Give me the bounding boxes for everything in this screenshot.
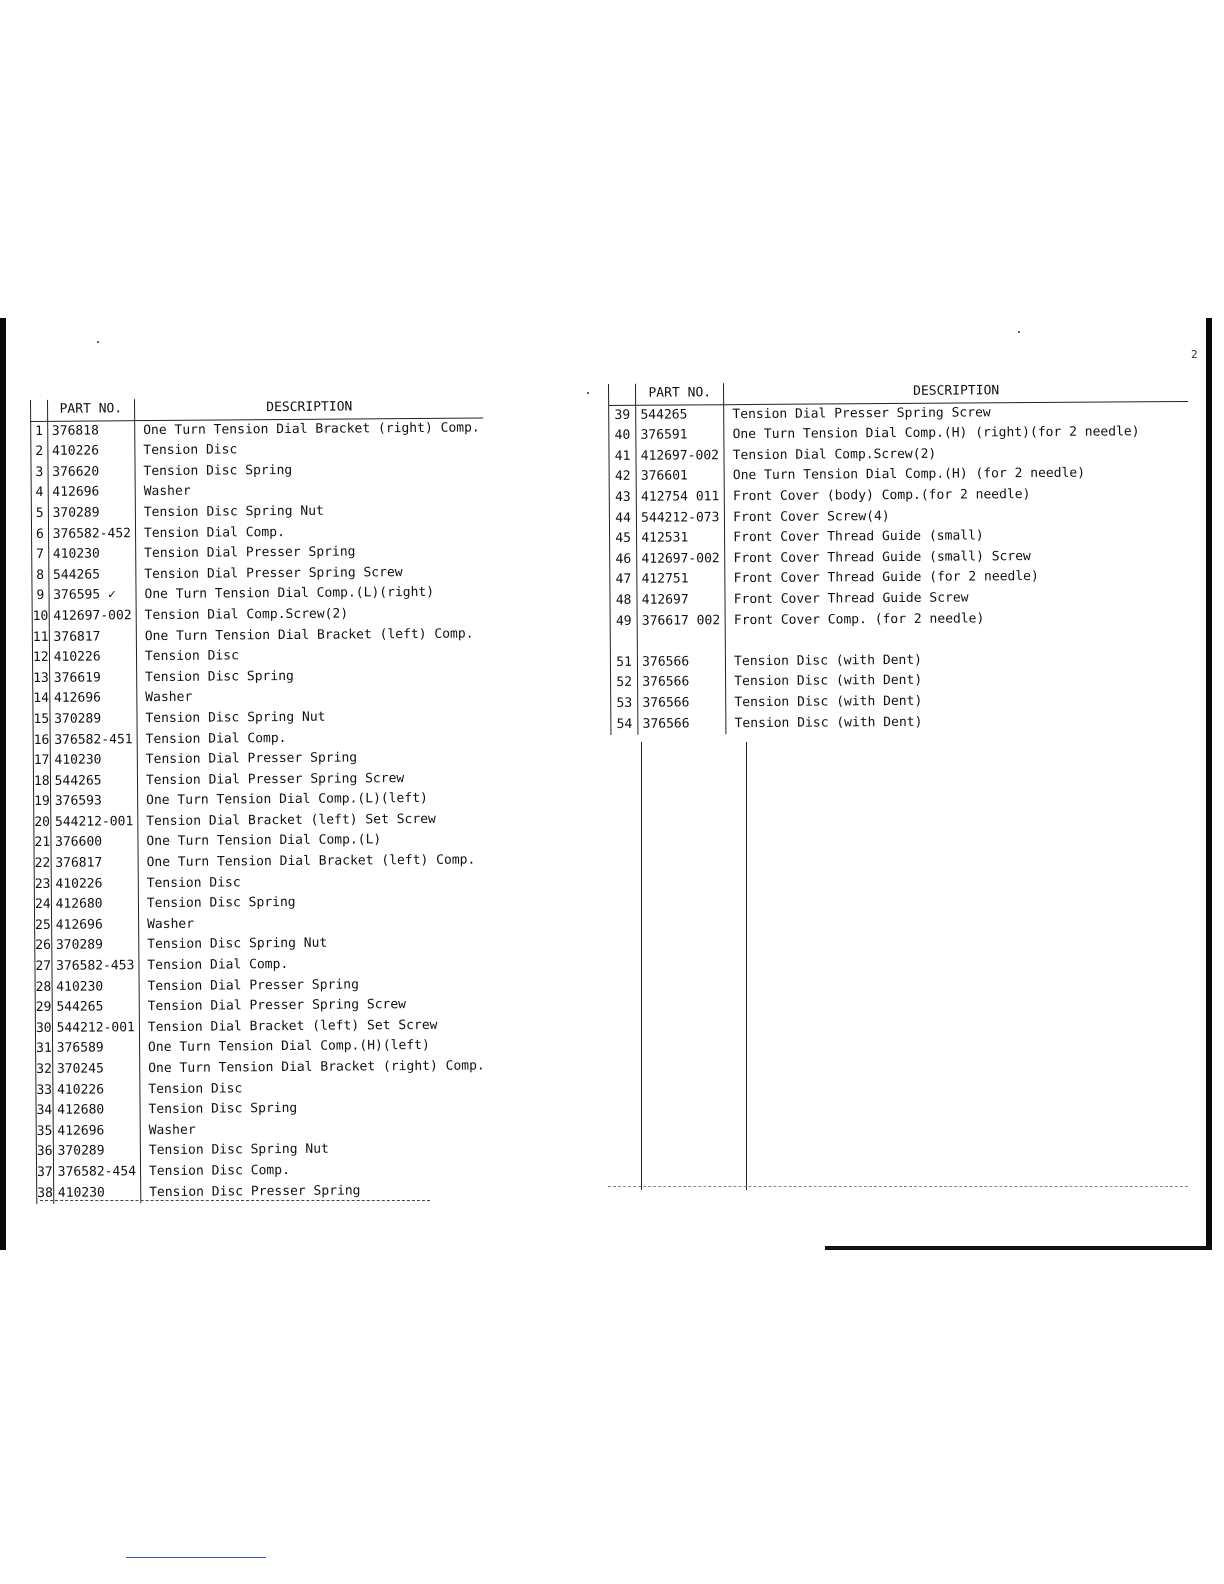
part-number: 376566 xyxy=(638,714,726,735)
no-header xyxy=(609,384,636,405)
part-number: 376589 xyxy=(52,1039,139,1060)
item-number: 18 xyxy=(33,772,50,793)
part-description: Front Cover Screw(4) xyxy=(733,508,890,525)
part-description: Tension Disc Spring xyxy=(146,895,296,912)
part-number: 376600 xyxy=(51,833,138,854)
item-number: 6 xyxy=(31,524,48,545)
item-number: 42 xyxy=(609,467,636,488)
table-row xyxy=(34,850,487,874)
part-description: Tension Disc Spring xyxy=(143,462,293,479)
table-row xyxy=(609,422,1189,447)
item-number: 48 xyxy=(610,591,637,612)
table-row xyxy=(31,418,484,443)
item-number: 15 xyxy=(33,710,50,731)
item-number: 41 xyxy=(609,447,636,468)
part-number: 376582-451 xyxy=(50,730,137,751)
part-description: Tension Disc xyxy=(144,648,239,665)
part-description: Tension Dial Presser Spring xyxy=(145,750,358,768)
table-row xyxy=(36,1056,489,1080)
item-number: 35 xyxy=(36,1122,53,1143)
part-description: Tension Dial Comp. xyxy=(147,957,289,974)
part-number: 412696 xyxy=(51,915,138,936)
item-number: 12 xyxy=(32,648,49,669)
item-number: 24 xyxy=(34,895,51,916)
part-number xyxy=(637,631,725,652)
part-description: Washer xyxy=(145,690,193,706)
part-number: 544265 xyxy=(52,997,139,1018)
item-number: 53 xyxy=(611,694,638,715)
part-description: Tension Dial Comp. xyxy=(145,730,287,747)
item-number: 32 xyxy=(36,1060,53,1081)
part-number: 412697-002 xyxy=(636,446,724,467)
item-number: 52 xyxy=(611,673,638,694)
item-number: 38 xyxy=(37,1183,54,1204)
table-row xyxy=(34,809,487,833)
item-number: 19 xyxy=(34,792,51,813)
item-number: 29 xyxy=(35,998,52,1019)
item-number: 27 xyxy=(35,957,52,978)
item-number: 20 xyxy=(34,813,51,834)
part-description: Tension Disc Spring Nut xyxy=(148,1142,329,1159)
part-description: Tension Disc Spring Nut xyxy=(145,709,326,727)
item-number: 45 xyxy=(610,529,637,550)
part-description: Tension Dial Bracket (left) Set Screw xyxy=(147,1017,438,1035)
item-number: 13 xyxy=(33,669,50,690)
speck xyxy=(587,392,589,394)
part-description: Front Cover (body) Comp.(for 2 needle) xyxy=(732,487,1031,505)
part-description: Tension Dial Bracket (left) Set Screw xyxy=(146,811,436,829)
item-number: 43 xyxy=(609,488,636,509)
item-number: 36 xyxy=(36,1142,53,1163)
part-number: 544212-001 xyxy=(52,1018,139,1039)
part-description: Tension Dial Comp. xyxy=(143,524,285,541)
part-description: Front Cover Thread Guide (small) Screw xyxy=(733,548,1031,566)
item-number: 9 xyxy=(32,586,49,607)
item-number: 21 xyxy=(34,833,51,854)
part-number: 376582-454 xyxy=(53,1162,140,1183)
part-number: 412754 011 xyxy=(636,487,724,508)
corner-mark: 2 xyxy=(1191,348,1198,361)
part-description: One Turn Tension Dial Comp.(L)(right) xyxy=(144,585,435,603)
part-number: 376566 xyxy=(638,672,726,693)
part-description: Tension Disc (with Dent) xyxy=(734,673,923,690)
description-header: DESCRIPTION xyxy=(134,396,483,420)
part-description: One Turn Tension Dial Comp.(L) xyxy=(146,832,382,850)
part-number: 410230 xyxy=(53,1183,140,1204)
part-description: Washer xyxy=(148,1122,196,1138)
part-number: 376591 xyxy=(636,425,724,446)
part-number: 412697-002 xyxy=(49,606,136,627)
part-no-header: PART NO. xyxy=(47,399,134,421)
part-description: One Turn Tension Dial Comp.(H) (for 2 needle) xyxy=(732,466,1086,484)
column-rules xyxy=(641,742,747,1190)
speck xyxy=(97,341,99,343)
part-number: 376601 xyxy=(636,467,724,488)
part-description: Tension Dial Presser Spring Screw xyxy=(147,997,407,1015)
part-number: 370289 xyxy=(53,1142,140,1163)
part-description: Washer xyxy=(143,484,191,500)
part-number: 410230 xyxy=(48,544,135,565)
table-row xyxy=(32,583,485,607)
part-number: 376818 xyxy=(47,420,134,442)
item-number xyxy=(610,632,637,653)
part-description: One Turn Tension Dial Comp.(H) (right)(for 2 needle) xyxy=(732,424,1140,443)
part-number: 410230 xyxy=(50,750,137,771)
part-number: 412697-002 xyxy=(637,549,725,570)
item-number: 30 xyxy=(35,1019,52,1040)
part-description: One Turn Tension Dial Bracket (left) Comp. xyxy=(146,852,476,871)
part-number: 370289 xyxy=(50,709,137,730)
item-number: 14 xyxy=(33,689,50,710)
part-number: 376817 xyxy=(49,627,136,648)
part-number: 544265 xyxy=(636,404,724,426)
item-number: 51 xyxy=(610,653,637,674)
part-description: One Turn Tension Dial Comp.(H)(left) xyxy=(147,1038,430,1056)
part-number: 410226 xyxy=(51,874,138,895)
item-number: 49 xyxy=(610,611,637,632)
part-number: 376617 002 xyxy=(637,611,725,632)
item-number: 4 xyxy=(31,483,48,504)
part-description: Tension Disc Presser Spring xyxy=(149,1182,361,1200)
part-number: 412531 xyxy=(637,528,725,549)
table-body xyxy=(31,418,490,1205)
part-description: Tension Dial Presser Spring xyxy=(144,544,356,562)
part-number: 370289 xyxy=(51,936,138,957)
part-description: Front Cover Thread Guide Screw xyxy=(733,590,969,608)
part-description: Tension Disc Comp. xyxy=(148,1162,290,1180)
part-description: Tension Disc Spring Nut xyxy=(143,503,324,521)
scan-border-right xyxy=(1206,318,1212,1248)
part-number: 412696 xyxy=(49,688,136,709)
part-number: 376817 xyxy=(51,853,138,874)
item-number: 54 xyxy=(611,714,638,735)
part-number: 376620 xyxy=(48,462,135,483)
part-description: Tension Disc Spring xyxy=(145,668,294,685)
parts-table-right xyxy=(608,380,1190,735)
table-row xyxy=(611,710,1191,735)
part-number: 410226 xyxy=(47,441,134,462)
item-number: 8 xyxy=(32,566,49,587)
part-number: 544265 xyxy=(50,771,137,792)
item-number: 23 xyxy=(34,875,51,896)
part-number: 376566 xyxy=(638,652,726,673)
item-number: 22 xyxy=(34,854,51,875)
part-number: 412680 xyxy=(53,1100,140,1121)
part-description: Tension Disc xyxy=(148,1080,243,1097)
part-description: Tension Dial Comp.Screw(2) xyxy=(732,446,937,463)
part-description: Tension Disc (with Dent) xyxy=(734,714,923,731)
part-description: Tension Disc Spring Nut xyxy=(147,936,328,953)
part-number: 376595 ✓ xyxy=(49,586,136,607)
part-description: Tension Disc (with Dent) xyxy=(734,693,923,711)
item-number: 40 xyxy=(609,426,636,447)
item-number: 44 xyxy=(609,508,636,529)
part-number: 410226 xyxy=(53,1080,140,1101)
part-description: One Turn Tension Dial Bracket (right) Comp. xyxy=(148,1058,485,1077)
item-number: 37 xyxy=(36,1163,53,1184)
item-number: 26 xyxy=(35,936,52,957)
part-number: 412680 xyxy=(51,894,138,915)
part-number: 544265 xyxy=(48,565,135,586)
item-number: 5 xyxy=(31,504,48,525)
part-description: Tension Disc xyxy=(146,875,241,891)
item-number: 34 xyxy=(36,1101,53,1122)
part-number: 412751 xyxy=(637,570,725,591)
part-description: Tension Disc xyxy=(143,442,238,459)
item-number: 17 xyxy=(33,751,50,772)
part-description: Tension Dial Comp.Screw(2) xyxy=(144,606,349,624)
item-number: 46 xyxy=(610,550,637,571)
item-number: 16 xyxy=(33,730,50,751)
scan-border-left xyxy=(0,318,6,1250)
no-header xyxy=(30,400,47,421)
scan-border-bottom xyxy=(825,1246,1212,1250)
item-number: 2 xyxy=(31,442,48,463)
item-number: 7 xyxy=(32,545,49,566)
item-number: 3 xyxy=(31,463,48,484)
part-description: One Turn Tension Dial Bracket (left) Comp. xyxy=(144,626,474,644)
item-number: 10 xyxy=(32,607,49,628)
part-description: Tension Dial Presser Spring Screw xyxy=(732,404,991,422)
part-description: Front Cover Thread Guide (small) xyxy=(733,528,984,546)
item-number: 39 xyxy=(609,405,636,426)
footer-rule xyxy=(126,1557,266,1558)
part-description: Tension Dial Presser Spring Screw xyxy=(145,770,405,788)
item-number: 28 xyxy=(35,977,52,998)
part-number: 412696 xyxy=(48,483,135,504)
parts-table-left xyxy=(30,396,490,1204)
part-number: 412697 xyxy=(637,590,725,611)
part-number: 370289 xyxy=(48,503,135,524)
item-number: 25 xyxy=(35,916,52,937)
part-number: 376619 xyxy=(49,668,136,689)
part-description: Tension Disc Spring xyxy=(148,1101,298,1118)
item-number: 31 xyxy=(36,1039,53,1060)
part-number: 412696 xyxy=(53,1121,140,1142)
table-body xyxy=(609,401,1191,735)
part-number: 544212-001 xyxy=(50,812,137,833)
part-number: 376582-452 xyxy=(48,524,135,545)
part-number: 376582-453 xyxy=(52,956,139,977)
part-description: Tension Disc (with Dent) xyxy=(734,652,923,669)
part-no-header: PART NO. xyxy=(636,383,724,405)
part-description: Front Cover Comp. (for 2 needle) xyxy=(733,610,985,628)
item-number: 47 xyxy=(610,570,637,591)
part-number: 376593 xyxy=(50,791,137,812)
part-description: One Turn Tension Dial Comp.(L)(left) xyxy=(146,791,428,809)
part-number: 376566 xyxy=(638,693,726,714)
table-bottom-rule xyxy=(40,1200,430,1202)
part-description: Tension Dial Presser Spring xyxy=(147,977,359,994)
description-header: DESCRIPTION xyxy=(724,380,1188,404)
part-description: Washer xyxy=(147,916,195,932)
part-description: One Turn Tension Dial Bracket (right) Comp. xyxy=(143,420,480,438)
item-number: 1 xyxy=(31,421,48,442)
table-row xyxy=(32,624,485,648)
speck xyxy=(1018,331,1020,333)
part-number: 370245 xyxy=(52,1059,139,1080)
item-number: 33 xyxy=(36,1080,53,1101)
part-number: 544212-073 xyxy=(637,508,725,529)
part-number: 410230 xyxy=(52,977,139,998)
item-number: 11 xyxy=(32,627,49,648)
part-description: Tension Dial Presser Spring Screw xyxy=(144,564,403,582)
table-bottom-rule xyxy=(608,1186,1188,1188)
part-description: Front Cover Thread Guide (for 2 needle) xyxy=(733,569,1039,587)
part-number: 410226 xyxy=(49,647,136,668)
